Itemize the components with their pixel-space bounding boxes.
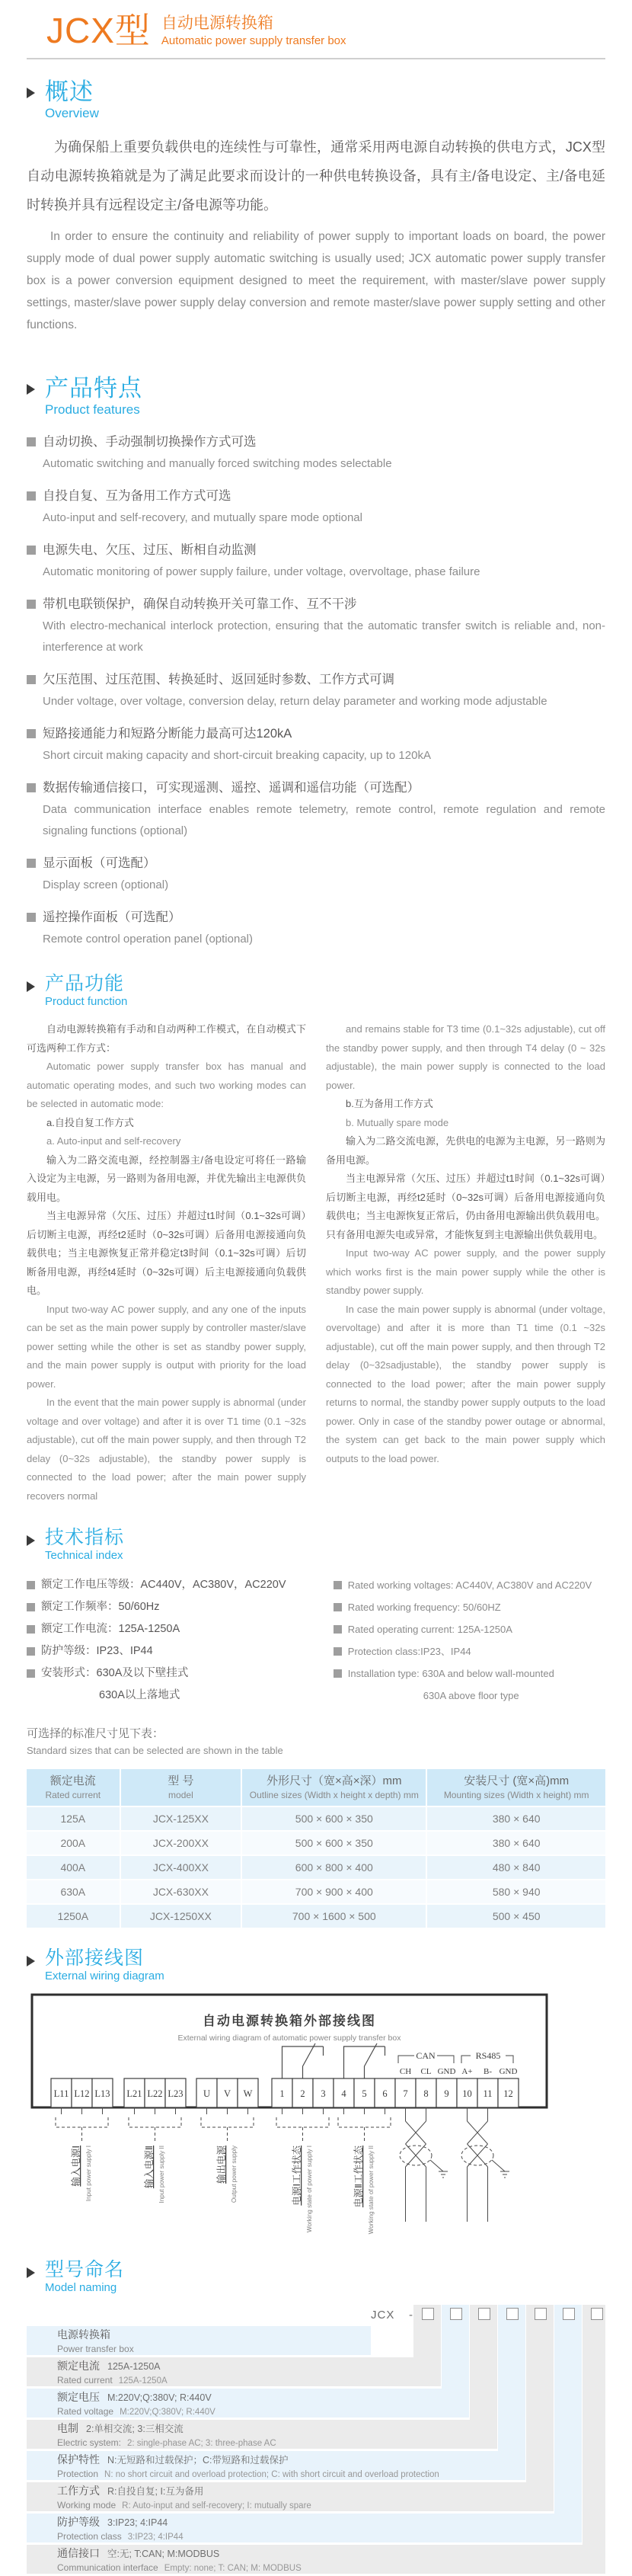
svg-text:10: 10 xyxy=(462,2088,472,2099)
bullet-square-icon xyxy=(27,491,36,501)
product-title-block xyxy=(161,11,346,49)
model-naming-title-en: Model naming xyxy=(45,2281,117,2294)
features-title-cn: 产品特点 xyxy=(45,375,142,402)
group-label-cn: 输入电源Ⅰ xyxy=(71,2146,81,2187)
table-row xyxy=(27,1806,605,1830)
model-naming-diagram xyxy=(27,2305,605,2576)
function-list-item: a. Auto-input and self-recovery xyxy=(46,1135,181,1147)
features-list xyxy=(27,430,605,950)
spec-item: 防护等级：IP23、IP44 xyxy=(41,1645,153,1657)
table-row xyxy=(27,1854,605,1879)
code-band xyxy=(583,2305,605,2545)
svg-text:7: 7 xyxy=(403,2088,408,2099)
product-title-cn: 自动电源转换箱 xyxy=(161,14,273,32)
technical-index-columns xyxy=(27,1574,605,1707)
overview-header xyxy=(27,79,605,122)
feature-item xyxy=(27,776,605,842)
group-label-en: Input power supply II xyxy=(158,2146,165,2203)
feature-text-cn: 带机电联锁保护，确保自动转换开关可靠工作、互不干涉 xyxy=(43,597,357,611)
cell-mounting-size: 380 × 640 xyxy=(426,1806,605,1830)
section-marker-icon xyxy=(27,1956,35,1966)
svg-text:V: V xyxy=(223,2088,231,2099)
product-title-en: Automatic power supply transfer box xyxy=(161,34,346,47)
relay-contact-icon xyxy=(282,2043,385,2078)
bullet-square-icon xyxy=(334,1581,342,1589)
function-list-item: b.互为备用工作方式 xyxy=(346,1098,433,1109)
bullet-square-icon xyxy=(334,1669,342,1678)
feature-text-en: Display screen (optional) xyxy=(43,878,169,891)
feature-item xyxy=(27,722,605,766)
bullet-square-icon xyxy=(27,675,36,684)
svg-text:5: 5 xyxy=(362,2088,367,2099)
column-header: 型 号 model xyxy=(120,1769,241,1806)
product-model: JCX型 xyxy=(46,11,151,50)
wiring-box-title-cn: 自动电源转换箱外部接线图 xyxy=(203,2014,376,2028)
function-paragraph: Input two-way AC power supply, and any one of the inputs can be set as the main power supply by controller master/slave power setting while the other is set as standby power supply, and the main power supply is output with priority for the load power. xyxy=(27,1303,306,1390)
cell-rated-current: 1250A xyxy=(27,1903,120,1928)
can-bus-label: CAN xyxy=(416,2050,436,2061)
wiring-box-title-en: External wiring diagram of automatic power supply transfer box xyxy=(177,2034,401,2043)
wiring-diagram xyxy=(27,1993,605,2256)
function-title-en: Product function xyxy=(45,995,128,1008)
naming-row: 电源转换箱 Power transfer box xyxy=(27,2326,371,2355)
section-features xyxy=(27,376,605,950)
cell-mounting-size: 500 × 450 xyxy=(426,1903,605,1928)
naming-row: 通信接口 空:无; T:CAN; M:MODBUS Communication interface Empty: none; T: CAN; M: MODBUS xyxy=(27,2545,605,2574)
group-label-en: Working state of power supply II xyxy=(368,2146,375,2235)
table-row xyxy=(27,1879,605,1903)
cell-outline-size: 700 × 1600 × 500 xyxy=(241,1903,426,1928)
features-header xyxy=(27,376,605,418)
function-paragraph: Automatic power supply transfer box has manual and automatic operating modes, and such two working modes can be selected in automatic mode: xyxy=(27,1061,306,1109)
feature-text-cn: 遥控操作面板（可选配） xyxy=(43,910,181,924)
svg-text:L11: L11 xyxy=(53,2088,69,2099)
function-paragraph: Input two-way AC power supply, and the power supply which works first is the main power supply while the other is standby power supply. xyxy=(326,1247,605,1296)
function-column-left xyxy=(27,1020,306,1506)
feature-text-cn: 电源失电、欠压、过压、断相自动监测 xyxy=(43,543,257,557)
feature-text-en: Data communication interface enables remote telemetry, remote control, remote regulation and remote signaling functions (optional) xyxy=(43,803,605,837)
spec-item: Rated working voltages: AC440V, AC380V and AC220V xyxy=(347,1579,592,1591)
function-title-cn: 产品功能 xyxy=(45,973,125,994)
cell-model: JCX-200XX xyxy=(120,1830,241,1854)
function-columns xyxy=(27,1020,605,1506)
function-list-item: a.自投自复工作方式 xyxy=(46,1116,134,1128)
bullet-square-icon xyxy=(27,1647,35,1656)
cell-model: JCX-630XX xyxy=(120,1879,241,1903)
bullet-square-icon xyxy=(27,1669,35,1678)
features-title-en: Product features xyxy=(45,402,140,417)
code-box xyxy=(478,2308,490,2320)
feature-text-en: Under voltage, over voltage, conversion delay, return delay parameter and working mode adjustable xyxy=(43,695,547,708)
wiring-header xyxy=(27,1947,605,1984)
spec-item: Rated operating current: 125A-1250A xyxy=(347,1624,512,1635)
size-table-intro-en: Standard sizes that can be selected are shown in the table xyxy=(27,1745,283,1756)
code-box xyxy=(535,2308,547,2320)
bullet-square-icon xyxy=(27,600,36,609)
spec-item-continuation: 630A以上落地式 xyxy=(99,1689,180,1701)
cell-outline-size: 600 × 800 × 400 xyxy=(241,1854,426,1879)
feature-text-cn: 数据传输通信接口，可实现遥测、遥控、遥调和遥信功能（可选配） xyxy=(43,781,420,795)
cell-outline-size: 700 × 900 × 400 xyxy=(241,1879,426,1903)
group-labels xyxy=(70,2145,375,2234)
bullet-square-icon xyxy=(27,1581,35,1589)
group-label-cn: 输入电源Ⅱ xyxy=(144,2146,155,2189)
cell-rated-current: 200A xyxy=(27,1830,120,1854)
cell-mounting-size: 480 × 840 xyxy=(426,1854,605,1879)
technical-index-header xyxy=(27,1527,605,1563)
bullet-square-icon xyxy=(27,1603,35,1611)
code-band xyxy=(526,2305,554,2482)
function-paragraph: In the event that the main power supply is abnormal (under voltage and over voltage) and after it is over T1 time (0.1 ~32s adjustable), cut off the main power supply, and then through T2 delay (0~32s adjustable), the standby power supply is connected to the load power; after the main power supply recovers normal xyxy=(27,1397,306,1502)
overview-paragraph-cn: 为确保船上重要负载供电的连续性与可靠性，通常采用两电源自动转换的供电方式，JCX型自动电源转换箱就是为了满足此要求而设计的一种供电转换设备，具有主/备电设定、主/备电延时转换并具有远程设定主/备电源等功能。 xyxy=(27,139,605,213)
pin-label: A+ xyxy=(461,2067,473,2076)
spec-item-continuation: 630A above floor type xyxy=(423,1690,519,1701)
technical-index-en xyxy=(334,1574,605,1707)
bullet-square-icon xyxy=(27,1625,35,1634)
svg-text:U: U xyxy=(203,2088,211,2099)
function-paragraph: 输入为二路交流电源，先供电的电源为主电源，另一路则为备用电源。 xyxy=(326,1135,605,1166)
svg-text:L22: L22 xyxy=(147,2088,163,2099)
svg-text:W: W xyxy=(243,2088,253,2099)
bullet-square-icon xyxy=(27,783,36,792)
feature-text-en: With electro-mechanical interlock protection, ensuring that the automatic transfer switch is reliable and, non-interference at work xyxy=(43,619,605,654)
svg-text:8: 8 xyxy=(423,2088,429,2099)
feature-item xyxy=(27,852,605,896)
function-paragraph: In case the main power supply is abnormal (under voltage, overvoltage) and after it is more than T1 time (0.1 ~32s adjustable), cut off the main power supply, and then through T2 delay (0~32sadjustable), the standby power supply is connected to the load power; after the main power supply returns to normal, the standby power supply outputs to the load power. Only in case of the standby power outage or abnormal, the system can get back to the main power supply which outputs to the load power. xyxy=(326,1303,605,1464)
section-technical-index xyxy=(27,1527,605,1707)
code-band xyxy=(498,2305,525,2451)
bullet-square-icon xyxy=(334,1647,342,1656)
cell-rated-current: 125A xyxy=(27,1806,120,1830)
cell-mounting-size: 380 × 640 xyxy=(426,1830,605,1854)
svg-text:L21: L21 xyxy=(126,2088,142,2099)
svg-text:L23: L23 xyxy=(168,2088,184,2099)
spec-item: 额定工作电压等级：AC440V，AC380V，AC220V xyxy=(41,1579,286,1591)
cell-mounting-size: 580 × 940 xyxy=(426,1879,605,1903)
group-label-cn: 电源Ⅰ工作状态 xyxy=(292,2146,302,2206)
svg-text:L12: L12 xyxy=(74,2088,90,2099)
column-header: 外形尺寸（宽×高×深）mm Outline sizes (Width x height x depth) mm xyxy=(241,1769,426,1806)
spec-item: 安装形式：630A及以下壁挂式 xyxy=(41,1667,189,1679)
feature-text-cn: 显示面板（可选配） xyxy=(43,856,156,870)
cell-rated-current: 630A xyxy=(27,1879,120,1903)
section-marker-icon xyxy=(27,384,35,395)
function-paragraph: and remains stable for T3 time (0.1~32s adjustable), cut off the standby power supply, and then through T4 delay (0 ~ 32s adjustable), the main power supply is connected to the load power. xyxy=(326,1023,605,1091)
group-label-cn: 输出电源 xyxy=(216,2146,227,2184)
overview-title-en: Overview xyxy=(45,106,99,120)
pin-label: B- xyxy=(484,2067,492,2076)
function-column-right xyxy=(326,1020,605,1506)
spec-item: Installation type: 630A and below wall-mounted xyxy=(347,1668,554,1679)
group-label-cn: 电源Ⅱ工作状态 xyxy=(353,2146,364,2208)
twisted-pair-can xyxy=(400,2107,448,2222)
group-label-en: Working state of power supply I xyxy=(306,2146,313,2233)
section-wiring-diagram xyxy=(27,1947,605,2256)
function-paragraph: 输入为二路交流电源，经控制器主/备电设定可将任一路输入设定为主电源，另一路则为备用电源，并优先输出主电源供负载用电。 xyxy=(27,1154,306,1203)
code-band xyxy=(470,2305,497,2420)
bullet-square-icon xyxy=(27,913,36,922)
table-row xyxy=(27,1830,605,1854)
column-header: 安装尺寸 (宽×高)mm Mounting sizes (Width x height) mm xyxy=(426,1769,605,1806)
cell-rated-current: 400A xyxy=(27,1854,120,1879)
function-paragraph: 当主电源异常（欠压、过压）并超过t1时间（0.1~32s可调）后切断主电源，再经t2延时（0~32s可调）后备用电源接通向负载供电；当主电源恢复正常后，仍由备用电源输出供负载用电。只有备用电源失电或异常，才能恢复到主电源输出供负载用电。 xyxy=(326,1173,605,1240)
section-function xyxy=(27,973,605,1506)
svg-text:9: 9 xyxy=(444,2088,449,2099)
model-naming-header xyxy=(27,2259,605,2296)
code-box xyxy=(563,2308,575,2320)
bullet-square-icon xyxy=(27,437,36,446)
code-box xyxy=(591,2308,603,2320)
feature-text-en: Remote control operation panel (optional) xyxy=(43,933,253,946)
feature-text-cn: 自动切换、手动强制切换操作方式可选 xyxy=(43,435,257,449)
function-paragraph: 当主电源异常（欠压、过压）并超过t1时间（0.1~32s可调）后切断主电源，再经t2延时（0~32s可调）后备用电源接通向负载供电；当主电源恢复正常并稳定t3时间（0.1~32s可调）后切断备用电源，再经t4延时（0~32s可调）后主电源接通向负载供电。 xyxy=(27,1210,306,1296)
spec-item: Rated working frequency: 50/60HZ xyxy=(347,1602,501,1613)
function-list-item: b. Mutually spare mode xyxy=(346,1116,449,1128)
terminal-labels xyxy=(54,2088,513,2099)
technical-index-cn xyxy=(27,1574,334,1707)
naming-row: 工作方式 R:自投自复; I:互为备用 Working mode R: Auto-input and self-recovery; I: mutually spare xyxy=(27,2482,554,2511)
svg-text:1: 1 xyxy=(279,2088,285,2099)
section-marker-icon xyxy=(27,1535,35,1546)
size-table-intro-cn: 可选择的标准尺寸见下表： xyxy=(27,1727,164,1740)
section-marker-icon xyxy=(27,981,35,992)
technical-index-title-cn: 技术指标 xyxy=(45,1527,125,1548)
bullet-square-icon xyxy=(27,546,36,555)
feature-text-en: Auto-input and self-recovery, and mutually spare mode optional xyxy=(43,511,362,524)
function-header xyxy=(27,973,605,1010)
pin-label: GND xyxy=(437,2067,456,2076)
model-naming-title-cn: 型号命名 xyxy=(45,2259,125,2280)
wiring-diagram-svg xyxy=(30,1993,548,2252)
technical-index-title-en: Technical index xyxy=(45,1549,123,1562)
feature-item xyxy=(27,593,605,658)
pin-label: GND xyxy=(499,2067,518,2076)
svg-text:11: 11 xyxy=(483,2088,493,2099)
wiring-title-cn: 外部接线图 xyxy=(45,1947,145,1969)
svg-text:2: 2 xyxy=(300,2088,305,2099)
size-table xyxy=(27,1769,605,1928)
bullet-square-icon xyxy=(27,729,36,738)
column-header: 额定电流 Rated current xyxy=(27,1769,120,1806)
cell-outline-size: 500 × 600 × 350 xyxy=(241,1830,426,1854)
document-header xyxy=(27,8,605,59)
pin-label: CL xyxy=(420,2067,432,2076)
spec-item: 额定工作频率：50/60Hz xyxy=(41,1601,160,1613)
svg-text:3: 3 xyxy=(321,2088,326,2099)
section-model-naming xyxy=(27,2259,605,2576)
bullet-square-icon xyxy=(334,1603,342,1611)
twisted-pair-rs485 xyxy=(461,2107,509,2222)
feature-text-cn: 短路接通能力和短路分断能力最高可达120kA xyxy=(43,727,292,741)
spec-item: 额定工作电流：125A-1250A xyxy=(41,1623,180,1635)
section-marker-icon xyxy=(27,2267,35,2278)
feature-item xyxy=(27,668,605,712)
cell-model: JCX-125XX xyxy=(120,1806,241,1830)
feature-item xyxy=(27,539,605,583)
group-label-en: Input power supply I xyxy=(85,2146,92,2202)
svg-text:L13: L13 xyxy=(94,2088,110,2099)
section-overview xyxy=(27,79,605,336)
overview-title-cn: 概述 xyxy=(45,78,94,105)
feature-text-cn: 自投自复、互为备用工作方式可选 xyxy=(43,489,231,503)
size-table-intro xyxy=(27,1725,605,1758)
naming-row: 防护等级 3:IP23; 4:IP44 Protection class 3:IP23; 4:IP44 xyxy=(27,2514,582,2542)
svg-text:12: 12 xyxy=(503,2088,513,2099)
naming-row: 额定电流 125A-1250A Rated current 125A-1250A xyxy=(27,2357,441,2386)
naming-row: 额定电压 M:220V;Q:380V; R:440V Rated voltage M:220V;Q:380V; R:440V xyxy=(27,2389,469,2418)
cell-outline-size: 500 × 600 × 350 xyxy=(241,1806,426,1830)
naming-row: 保护特性 N:无短路和过载保护；C:带短路和过载保护 Protection N: no short circuit and overload protection; C: with short circuit and overload protection xyxy=(27,2451,525,2480)
feature-text-en: Short circuit making capacity and short-circuit breaking capacity, up to 120kA xyxy=(43,749,431,762)
code-box xyxy=(506,2308,519,2320)
feature-item xyxy=(27,485,605,529)
feature-text-en: Automatic switching and manually forced switching modes selectable xyxy=(43,457,392,470)
svg-text:6: 6 xyxy=(382,2088,388,2099)
overview-paragraph-en: In order to ensure the continuity and reliability of power supply to important loads on board, the power supply mode of dual power supply automatic switching is usually used; JCX automatic power supply transfer box is a power conversion equipment designed to meet the requirement, with master/slave power supply settings, master/slave power supply delay conversion and remote master/slave power supply setting and other functions. xyxy=(27,230,605,331)
group-label-en: Output power supply xyxy=(231,2146,238,2203)
group-brackets xyxy=(56,2117,391,2142)
naming-row: 电制 2:单相交流; 3:三相交流 Electric system: 2: single-phase AC; 3: three-phase AC xyxy=(27,2420,497,2449)
svg-text:4: 4 xyxy=(341,2088,346,2099)
rs485-bus-label: RS485 xyxy=(475,2050,501,2061)
code-box xyxy=(422,2308,434,2320)
spec-item: Protection class:IP23、IP44 xyxy=(347,1646,471,1657)
wiring-title-en: External wiring diagram xyxy=(45,1970,164,1982)
bullet-square-icon xyxy=(334,1625,342,1634)
bullet-square-icon xyxy=(27,859,36,868)
feature-text-cn: 欠压范围、过压范围、转换延时、返回延时参数、工作方式可调 xyxy=(43,673,394,686)
section-marker-icon xyxy=(27,88,35,98)
feature-item xyxy=(27,906,605,950)
code-band xyxy=(554,2305,582,2514)
function-paragraph: 自动电源转换箱有手动和自动两种工作模式，在自动模式下可选两种工作方式： xyxy=(27,1023,306,1054)
model-dash: - xyxy=(409,2309,413,2322)
feature-text-en: Automatic monitoring of power supply failure, under voltage, overvoltage, phase failure xyxy=(43,565,480,578)
pin-label: CH xyxy=(399,2067,412,2076)
table-row xyxy=(27,1903,605,1928)
cell-model: JCX-1250XX xyxy=(120,1903,241,1928)
cell-model: JCX-400XX xyxy=(120,1854,241,1879)
code-box xyxy=(450,2308,462,2320)
feature-item xyxy=(27,430,605,475)
model-prefix: JCX xyxy=(371,2309,395,2322)
size-table-header-row xyxy=(27,1769,605,1806)
